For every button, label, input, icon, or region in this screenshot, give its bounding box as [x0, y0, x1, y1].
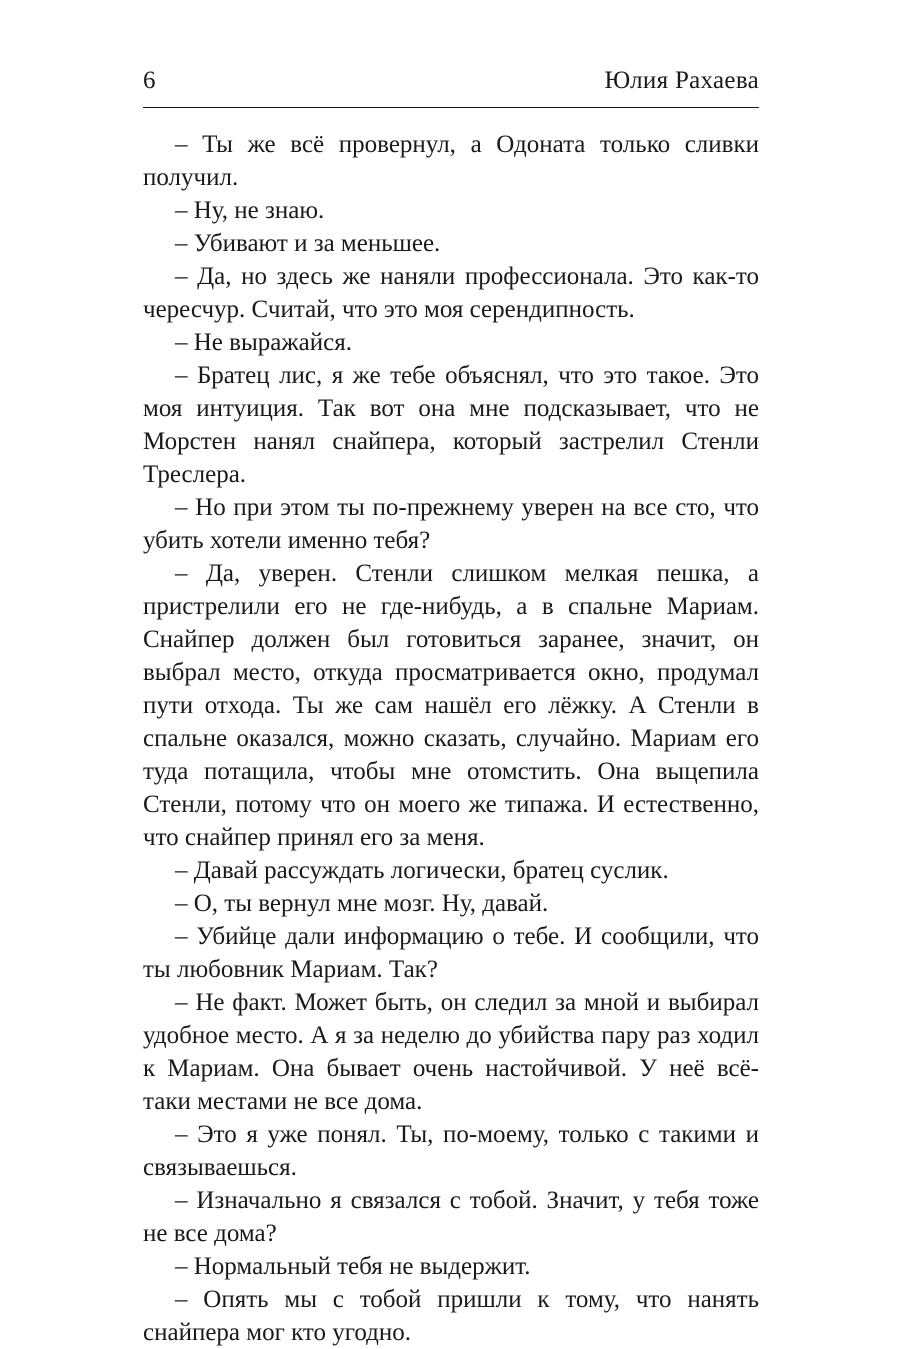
paragraph: – Убийце дали информацию о тебе. И сообщили, что ты любовник Мариам. Так?: [143, 923, 759, 983]
paragraph: – О, ты вернул мне мозг. Ну, давай.: [175, 890, 549, 917]
paragraph: – Братец лис, я же тебе объяснял, что это такое. Это моя интуиция. Так вот она мне подсказывает, что не Морстен нанял снайпера, который застрелил Стенли Треслера.: [143, 362, 759, 488]
body-text: [143, 128, 759, 1349]
paragraph: – Ты же всё провернул, а Одоната только сливки получил.: [143, 131, 759, 191]
paragraph: – Изначально я связался с тобой. Значит, у тебя тоже не все дома?: [143, 1187, 759, 1247]
header-rule: [143, 107, 759, 108]
running-head-author: Юлия Рахаева: [604, 67, 759, 94]
paragraph: – Опять мы с тобой пришли к тому, что нанять снайпера мог кто угодно.: [143, 1286, 759, 1346]
paragraph: – Да, уверен. Стенли слишком мелкая пешка, а пристрелили его не где-нибудь, а в спальне Мариам. Снайпер должен был готовиться заранее, значит, он выбрал место, откуда просматривается окно, продумал пути отхода. Ты же сам нашёл его лёжку. А Стенли в спальне оказался, можно сказать, случайно. Мариам его туда потащила, чтобы мне отомстить. Она выцепила Стенли, потому что он моего же типажа. И естественно, что снайпер принял его за меня.: [143, 560, 759, 851]
paragraph: – Но при этом ты по-прежнему уверен на все сто, что убить хотели именно тебя?: [143, 494, 759, 554]
paragraph: – Не факт. Может быть, он следил за мной и выбирал удобное место. А я за неделю до убийства пару раз ходил к Мариам. Она бывает очень настойчивой. У неё всё-таки местами не все дома.: [143, 989, 759, 1115]
paragraph: – Давай рассуждать логически, братец суслик.: [175, 857, 669, 884]
paragraph: – Убивают и за меньшее.: [175, 230, 441, 257]
paragraph: – Ну, не знаю.: [175, 197, 325, 224]
page-number: 6: [143, 67, 156, 94]
paragraph: – Это я уже понял. Ты, по-моему, только с такими и связываешься.: [143, 1121, 759, 1181]
paragraph: – Нормальный тебя не выдержит.: [175, 1253, 531, 1280]
page-header: [143, 64, 759, 98]
paragraph: – Не выражайся.: [175, 329, 352, 356]
paragraph: – Да, но здесь же наняли профессионала. Это как-то чересчур. Считай, что это моя серендипность.: [143, 263, 759, 323]
